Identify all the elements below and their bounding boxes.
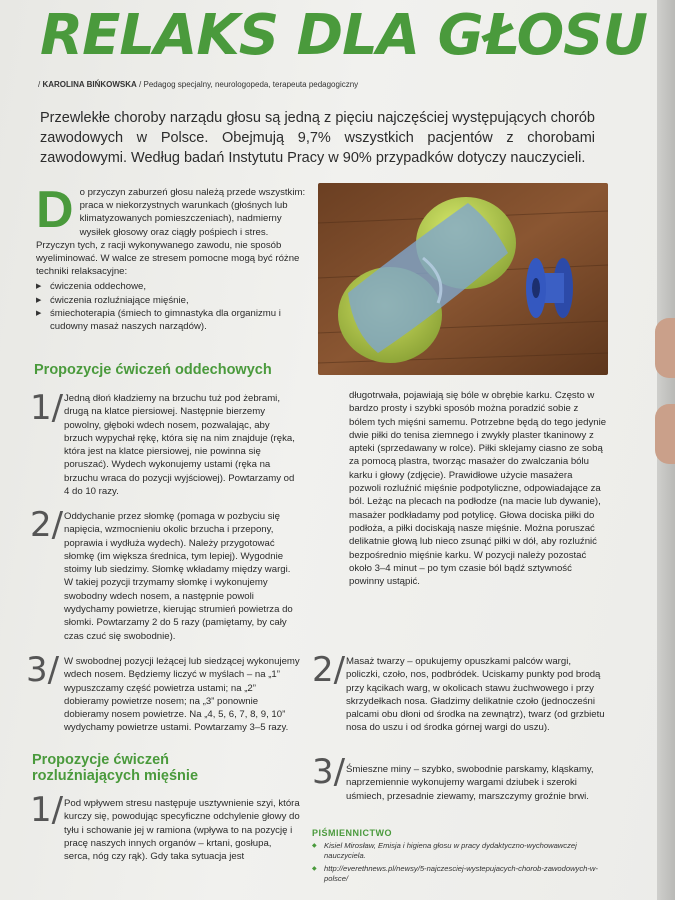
references: [312, 828, 612, 884]
lead-text: Przewlekłe choroby narządu głosu są jedną z pięciu najczęściej występujących chorób zawodowych w Polsce. Obejmują 9,7% wszystkich pacjentów z chorobami zawodowymi. Według badań Instytutu Pracy w 90% przypadków dotyczy nauczycieli.: [40, 110, 595, 166]
exercise-text: W swobodnej pozycji leżącej lub siedzącej wykonujemy wdech nosem. Będziemy liczyć w myślach – na „1” wypuszczamy część powietrza ustami; na „2” dobieramy powietrze nosem; na „3” ponownie dobieramy nosem powietrze. Na „4, 5, 6, 7, 8, 9, 10” wydychamy powietrze ustami. Powtarzamy 3–5 razy.: [64, 656, 300, 734]
continuation-text: długotrwała, pojawiają się bóle w obrębie karku. Często w bardzo prosty i szybki sposób można poradzić sobie z bólem tych mięśni samemu. Potrzebne będą do tego jedynie dwie piłki do tenisa ziemnego i zwykły plaster tkaninowy z apteki (sprzedawany w rolce). Piłki sklejamy ciasno ze sobą za pomocą plastra, tworząc masażer do zwalczania bólu karku i głowy (zdjęcie). Prawidłowe użycie masażera pozwoli rozluźnić mięśnie podpotyliczne, odpowiadające za ból. Leżąc na plecach na podłodze (na macie lub dywanie), masażer podkładamy pod potylicę. Głowa dociska piłki do podłoża, a piłki dociskają nasze mięśnie. Można poruszać delikatnie głową lub nieco zsunąć piłki w dół, aby rozluźnić bezpośrednio mięśnie karku. W pozycji należy pozostać około 3–4 minut – po tym czasie ból bądź sztywność powinny ustąpić.: [349, 390, 607, 588]
byline: [38, 80, 358, 89]
list-item: ▶ śmiechoterapia (śmiech to gimnastyka dla organizmu i cudowny masaż naszych narządów).: [36, 307, 306, 333]
byline-separator: /: [136, 80, 144, 89]
exercise-text: Pod wpływem stresu następuje usztywnienie szyi, która kurczy się, powodując specyficzne odchylenie głowy do tyłu i schowanie jej w ramiona (wpływa to na pozycję i pracę naszych innych organów – krtani, gosłupa, serca, nóg czy rąk). Gdy taka sytuacja jest: [64, 798, 300, 863]
breathing-exercise-1: [64, 392, 300, 498]
exercise-number: 2/: [30, 505, 64, 545]
reference-item: ◆ http://everethnews.pl/newsy/5-najczesciej-wystepujacych-chorob-zawodowych-w-polsce/: [312, 864, 612, 884]
exercise-number: 1/: [30, 388, 64, 428]
list-item: ▶ ćwiczenia oddechowe,: [36, 280, 306, 293]
tennis-ball-massager-photo: [318, 183, 608, 375]
technique-list: [36, 280, 306, 333]
finger: [655, 318, 675, 378]
exercise-number: 2/: [312, 650, 346, 690]
photo-illustration: [318, 183, 608, 375]
exercise-number: 3/: [26, 650, 60, 690]
relaxing-exercise-2: [346, 655, 606, 735]
article-title: RELAKS DLA GŁOSU: [40, 3, 647, 68]
author-role: Pedagog specjalny, neurologopeda, terapeuta pedagogiczny: [143, 80, 359, 89]
exercise-text: Śmieszne miny – szybko, swobodnie parskamy, kląskamy, naprzemiennie wykonujemy wargami dziubek i szeroki uśmiech, przesadnie ziewamy, marszczymy groźnie brwi.: [346, 764, 594, 802]
exercise-text: Masaż twarzy – opukujemy opuszkami palców wargi, policzki, czoło, nos, podbródek. Uciskamy punkty pod brodą przy kącikach warg, w okolicach stawu żuchwowego i przy skrzydełkach nosa. Gładzimy delikatnie czoło (jednocześni palcami obu dłoni od środka na zewnątrz), twarz (od grzbietu nosa do uszu i od środka górnej wargi do uszu).: [346, 656, 605, 734]
lead-paragraph: [40, 108, 595, 168]
breathing-exercise-2: [64, 510, 300, 643]
relaxing-exercise-3: [346, 763, 606, 803]
exercise-text: Oddychanie przez słomkę (pomaga w pozbyciu się napięcia, wzmocnieniu okolic brzucha i przepony, poprawia i wydłuża wydech). Należy przygotować słomkę (im większa średnica, tym lepiej). Wygodnie stoimy lub siedzimy. Słomkę wkładamy między wargi. W takiej pozycji trzymamy słomkę i wykonujemy swobodny wdech nosem, a następnie powoli wydychamy powietrze, kierując strumień powietrza do słomki. Powtarzamy 2 do 5 razy (pamiętamy, by cały czas czuć się swobodnie).: [64, 511, 293, 642]
intro-text: o przyczyn zaburzeń głosu należą przede wszystkim: praca w niekorzystnych warunkach (głośnych lub klimatyzowanych pomieszczeniach), nadmierny wysiłek głosowy oraz ciągły pośpiech i stres. Przyczyn tych, z racji wykonywanego zawodu, nie sposób wyeliminować. W walce ze stresem pomocne mogą być różne techniki relaksacyjne:: [36, 187, 306, 278]
right-column-continuation: [349, 389, 607, 588]
reference-item: ◆ Kisiel Mirosław, Emisja i higiena głosu w pracy dydaktyczno-wychowawczej nauczyciela.: [312, 841, 612, 861]
breathing-exercise-3: [64, 655, 300, 735]
relaxing-exercise-1: [64, 797, 300, 863]
author-name: KAROLINA BIŃKOWSKA: [42, 80, 137, 89]
section-heading-breathing: Propozycje ćwiczeń oddechowych: [34, 362, 272, 378]
list-item: ▶ ćwiczenia rozluźniające mięśnie,: [36, 294, 306, 307]
references-heading: PIŚMIENNICTWO: [312, 828, 392, 838]
drop-cap: D: [36, 181, 74, 239]
exercise-number: 3/: [312, 752, 346, 792]
finger: [655, 404, 675, 464]
heading-line: rozluźniających mięśnie: [32, 768, 199, 784]
exercise-number: 1/: [30, 790, 64, 830]
heading-line: Propozycje ćwiczeń: [32, 752, 169, 768]
intro-block: [36, 181, 306, 333]
section-heading-relaxing: [32, 752, 198, 784]
exercise-text: Jedną dłoń kładziemy na brzuchu tuż pod żebrami, drugą na klatce piersiowej. Następnie bierzemy powolny, głęboki wdech nosem, pozwalając, aby brzuch wypychał rękę, która się na nim znajduje (ręka, która jest na klatce piersiowej, nie powinna się poruszać). Wydech wykonujemy ustami (ręka na brzuchu wraca do pozycji wyjściowej). Powtarzamy od 4 do 10 razy.: [64, 393, 295, 498]
byline-prefix: /: [38, 80, 43, 89]
